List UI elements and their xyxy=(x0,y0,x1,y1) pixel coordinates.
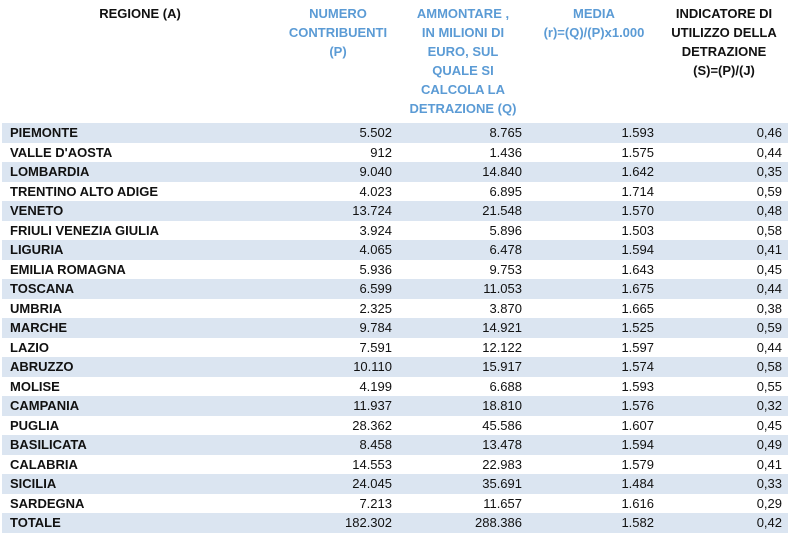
cell-media: 1.575 xyxy=(621,144,654,160)
cell-contribuenti: 9.040 xyxy=(278,162,398,182)
cell-ammontare: 12.122 xyxy=(482,339,522,355)
cell-media: 1.714 xyxy=(621,183,654,199)
table-row xyxy=(2,455,788,475)
cell-regione: EMILIA ROMAGNA xyxy=(10,261,126,277)
cell-ammontare: 5.896 xyxy=(489,222,522,238)
cell-ammontare: 6.895 xyxy=(489,183,522,199)
cell-ammontare: 9.753 xyxy=(489,261,522,277)
cell-ammontare: 14.921 xyxy=(398,318,528,338)
table-row xyxy=(2,221,788,241)
cell-contribuenti: 4.199 xyxy=(359,378,392,394)
cell-regione: UMBRIA xyxy=(10,300,62,316)
cell-media: 1.574 xyxy=(528,357,660,377)
cell-ammontare: 14.840 xyxy=(398,162,528,182)
regional-deduction-table xyxy=(2,0,788,534)
cell-ammontare: 13.478 xyxy=(398,435,528,455)
cell-media: 1.570 xyxy=(528,201,660,221)
cell-ammontare: 6.688 xyxy=(489,378,522,394)
cell-regione: ABRUZZO xyxy=(2,357,278,377)
cell-ammontare: 11.053 xyxy=(398,279,528,299)
cell-regione: LIGURIA xyxy=(2,240,278,260)
cell-regione: TOSCANA xyxy=(2,279,278,299)
table-row xyxy=(2,474,788,494)
cell-contribuenti: 7.591 xyxy=(359,339,392,355)
cell-indicatore: 0,44 xyxy=(756,144,782,160)
cell-indicatore: 0,38 xyxy=(756,300,782,316)
cell-indicatore: 0,33 xyxy=(660,474,788,494)
table-row xyxy=(2,162,788,182)
cell-media: 1.594 xyxy=(528,435,660,455)
cell-ammontare: 6.478 xyxy=(398,240,528,260)
cell-ammontare: 15.917 xyxy=(398,357,528,377)
table-row xyxy=(2,143,788,163)
cell-ammontare: 18.810 xyxy=(398,396,528,416)
cell-contribuenti: 24.045 xyxy=(278,474,398,494)
cell-contribuenti: 14.553 xyxy=(352,456,392,472)
cell-contribuenti: 9.784 xyxy=(278,318,398,338)
cell-ammontare: 3.870 xyxy=(489,300,522,316)
cell-contribuenti: 4.065 xyxy=(278,240,398,260)
cell-media: 1.607 xyxy=(621,417,654,433)
cell-regione: CAMPANIA xyxy=(2,396,278,416)
cell-regione: LOMBARDIA xyxy=(2,162,278,182)
cell-regione: PIEMONTE xyxy=(2,123,278,143)
total-row xyxy=(2,513,788,533)
cell-indicatore: 0,46 xyxy=(660,123,788,143)
cell-media: 1.503 xyxy=(621,222,654,238)
cell-indicatore: 0,41 xyxy=(660,240,788,260)
cell-media: 1.576 xyxy=(528,396,660,416)
table-row xyxy=(2,201,788,221)
cell-contribuenti: 2.325 xyxy=(359,300,392,316)
cell-contribuenti: 28.362 xyxy=(352,417,392,433)
cell-indicatore: 0,44 xyxy=(756,339,782,355)
cell-media: 1.643 xyxy=(621,261,654,277)
cell-indicatore: 0,29 xyxy=(756,495,782,511)
cell-contribuenti: 4.023 xyxy=(359,183,392,199)
cell-media: 1.525 xyxy=(528,318,660,338)
cell-regione: SARDEGNA xyxy=(10,495,85,511)
cell-contribuenti: 13.724 xyxy=(278,201,398,221)
cell-indicatore: 0,44 xyxy=(660,279,788,299)
table-row xyxy=(2,123,788,143)
cell-media: 1.484 xyxy=(528,474,660,494)
cell-media: 1.675 xyxy=(528,279,660,299)
cell-indicatore: 0,45 xyxy=(756,261,782,277)
cell-indicatore: 0,48 xyxy=(660,201,788,221)
cell-media: 1.582 xyxy=(528,513,660,533)
cell-media: 1.616 xyxy=(621,495,654,511)
cell-media: 1.665 xyxy=(621,300,654,316)
cell-ammontare: 21.548 xyxy=(398,201,528,221)
cell-regione: FRIULI VENEZIA GIULIA xyxy=(10,222,160,238)
cell-indicatore: 0,58 xyxy=(756,222,782,238)
table-row xyxy=(2,377,788,397)
cell-indicatore: 0,42 xyxy=(660,513,788,533)
cell-indicatore: 0,35 xyxy=(660,162,788,182)
cell-indicatore: 0,59 xyxy=(660,318,788,338)
cell-media: 1.593 xyxy=(621,378,654,394)
table-row xyxy=(2,240,788,260)
table-row xyxy=(2,396,788,416)
cell-regione: TOTALE xyxy=(2,513,278,533)
cell-ammontare: 8.765 xyxy=(398,123,528,143)
cell-media: 1.594 xyxy=(528,240,660,260)
cell-ammontare: 288.386 xyxy=(398,513,528,533)
cell-regione: MOLISE xyxy=(10,378,60,394)
cell-ammontare: 1.436 xyxy=(489,144,522,160)
cell-indicatore: 0,49 xyxy=(660,435,788,455)
header-regione: REGIONE (A) xyxy=(99,6,181,21)
table-body xyxy=(2,123,788,533)
header-ammontare: AMMONTARE , IN MILIONI DI EURO, SUL QUALE SI CALCOLA LA DETRAZIONE (Q) xyxy=(409,6,517,116)
cell-regione: VALLE D'AOSTA xyxy=(10,144,113,160)
cell-regione: VENETO xyxy=(2,201,278,221)
cell-contribuenti: 6.599 xyxy=(278,279,398,299)
cell-contribuenti: 5.502 xyxy=(278,123,398,143)
table-row xyxy=(2,260,788,280)
cell-regione: SICILIA xyxy=(2,474,278,494)
table-row xyxy=(2,318,788,338)
header-indicatore: INDICATORE DI UTILIZZO DELLA DETRAZIONE (S)=(P)/(J) xyxy=(671,6,777,78)
cell-indicatore: 0,58 xyxy=(660,357,788,377)
table-row xyxy=(2,494,788,514)
cell-regione: LAZIO xyxy=(10,339,49,355)
header-media: MEDIA (r)=(Q)/(P)x1.000 xyxy=(543,6,645,40)
cell-regione: TRENTINO ALTO ADIGE xyxy=(10,183,159,199)
table-row xyxy=(2,338,788,358)
cell-indicatore: 0,59 xyxy=(756,183,782,199)
cell-media: 1.579 xyxy=(621,456,654,472)
table-row xyxy=(2,435,788,455)
cell-contribuenti: 182.302 xyxy=(278,513,398,533)
cell-contribuenti: 10.110 xyxy=(278,357,398,377)
cell-regione: PUGLIA xyxy=(10,417,60,433)
cell-indicatore: 0,32 xyxy=(660,396,788,416)
table-row xyxy=(2,299,788,319)
cell-ammontare: 11.657 xyxy=(483,495,522,511)
table-header xyxy=(2,0,788,123)
table-row xyxy=(2,357,788,377)
cell-regione: CALABRIA xyxy=(10,456,78,472)
cell-media: 1.593 xyxy=(528,123,660,143)
table-row xyxy=(2,279,788,299)
cell-contribuenti: 912 xyxy=(370,144,392,160)
cell-media: 1.642 xyxy=(528,162,660,182)
cell-indicatore: 0,41 xyxy=(756,456,782,472)
cell-regione: BASILICATA xyxy=(2,435,278,455)
cell-contribuenti: 5.936 xyxy=(359,261,392,277)
cell-contribuenti: 8.458 xyxy=(278,435,398,455)
cell-contribuenti: 7.213 xyxy=(359,495,392,511)
cell-contribuenti: 11.937 xyxy=(278,396,398,416)
cell-regione: MARCHE xyxy=(2,318,278,338)
table-row xyxy=(2,182,788,202)
table-row xyxy=(2,416,788,436)
cell-contribuenti: 3.924 xyxy=(359,222,392,238)
header-numero-contribuenti: NUMERO CONTRIBUENTI (P) xyxy=(288,6,388,59)
cell-media: 1.597 xyxy=(621,339,654,355)
cell-ammontare: 45.586 xyxy=(482,417,522,433)
cell-ammontare: 22.983 xyxy=(482,456,522,472)
cell-indicatore: 0,45 xyxy=(756,417,782,433)
cell-ammontare: 35.691 xyxy=(398,474,528,494)
cell-indicatore: 0,55 xyxy=(756,378,782,394)
